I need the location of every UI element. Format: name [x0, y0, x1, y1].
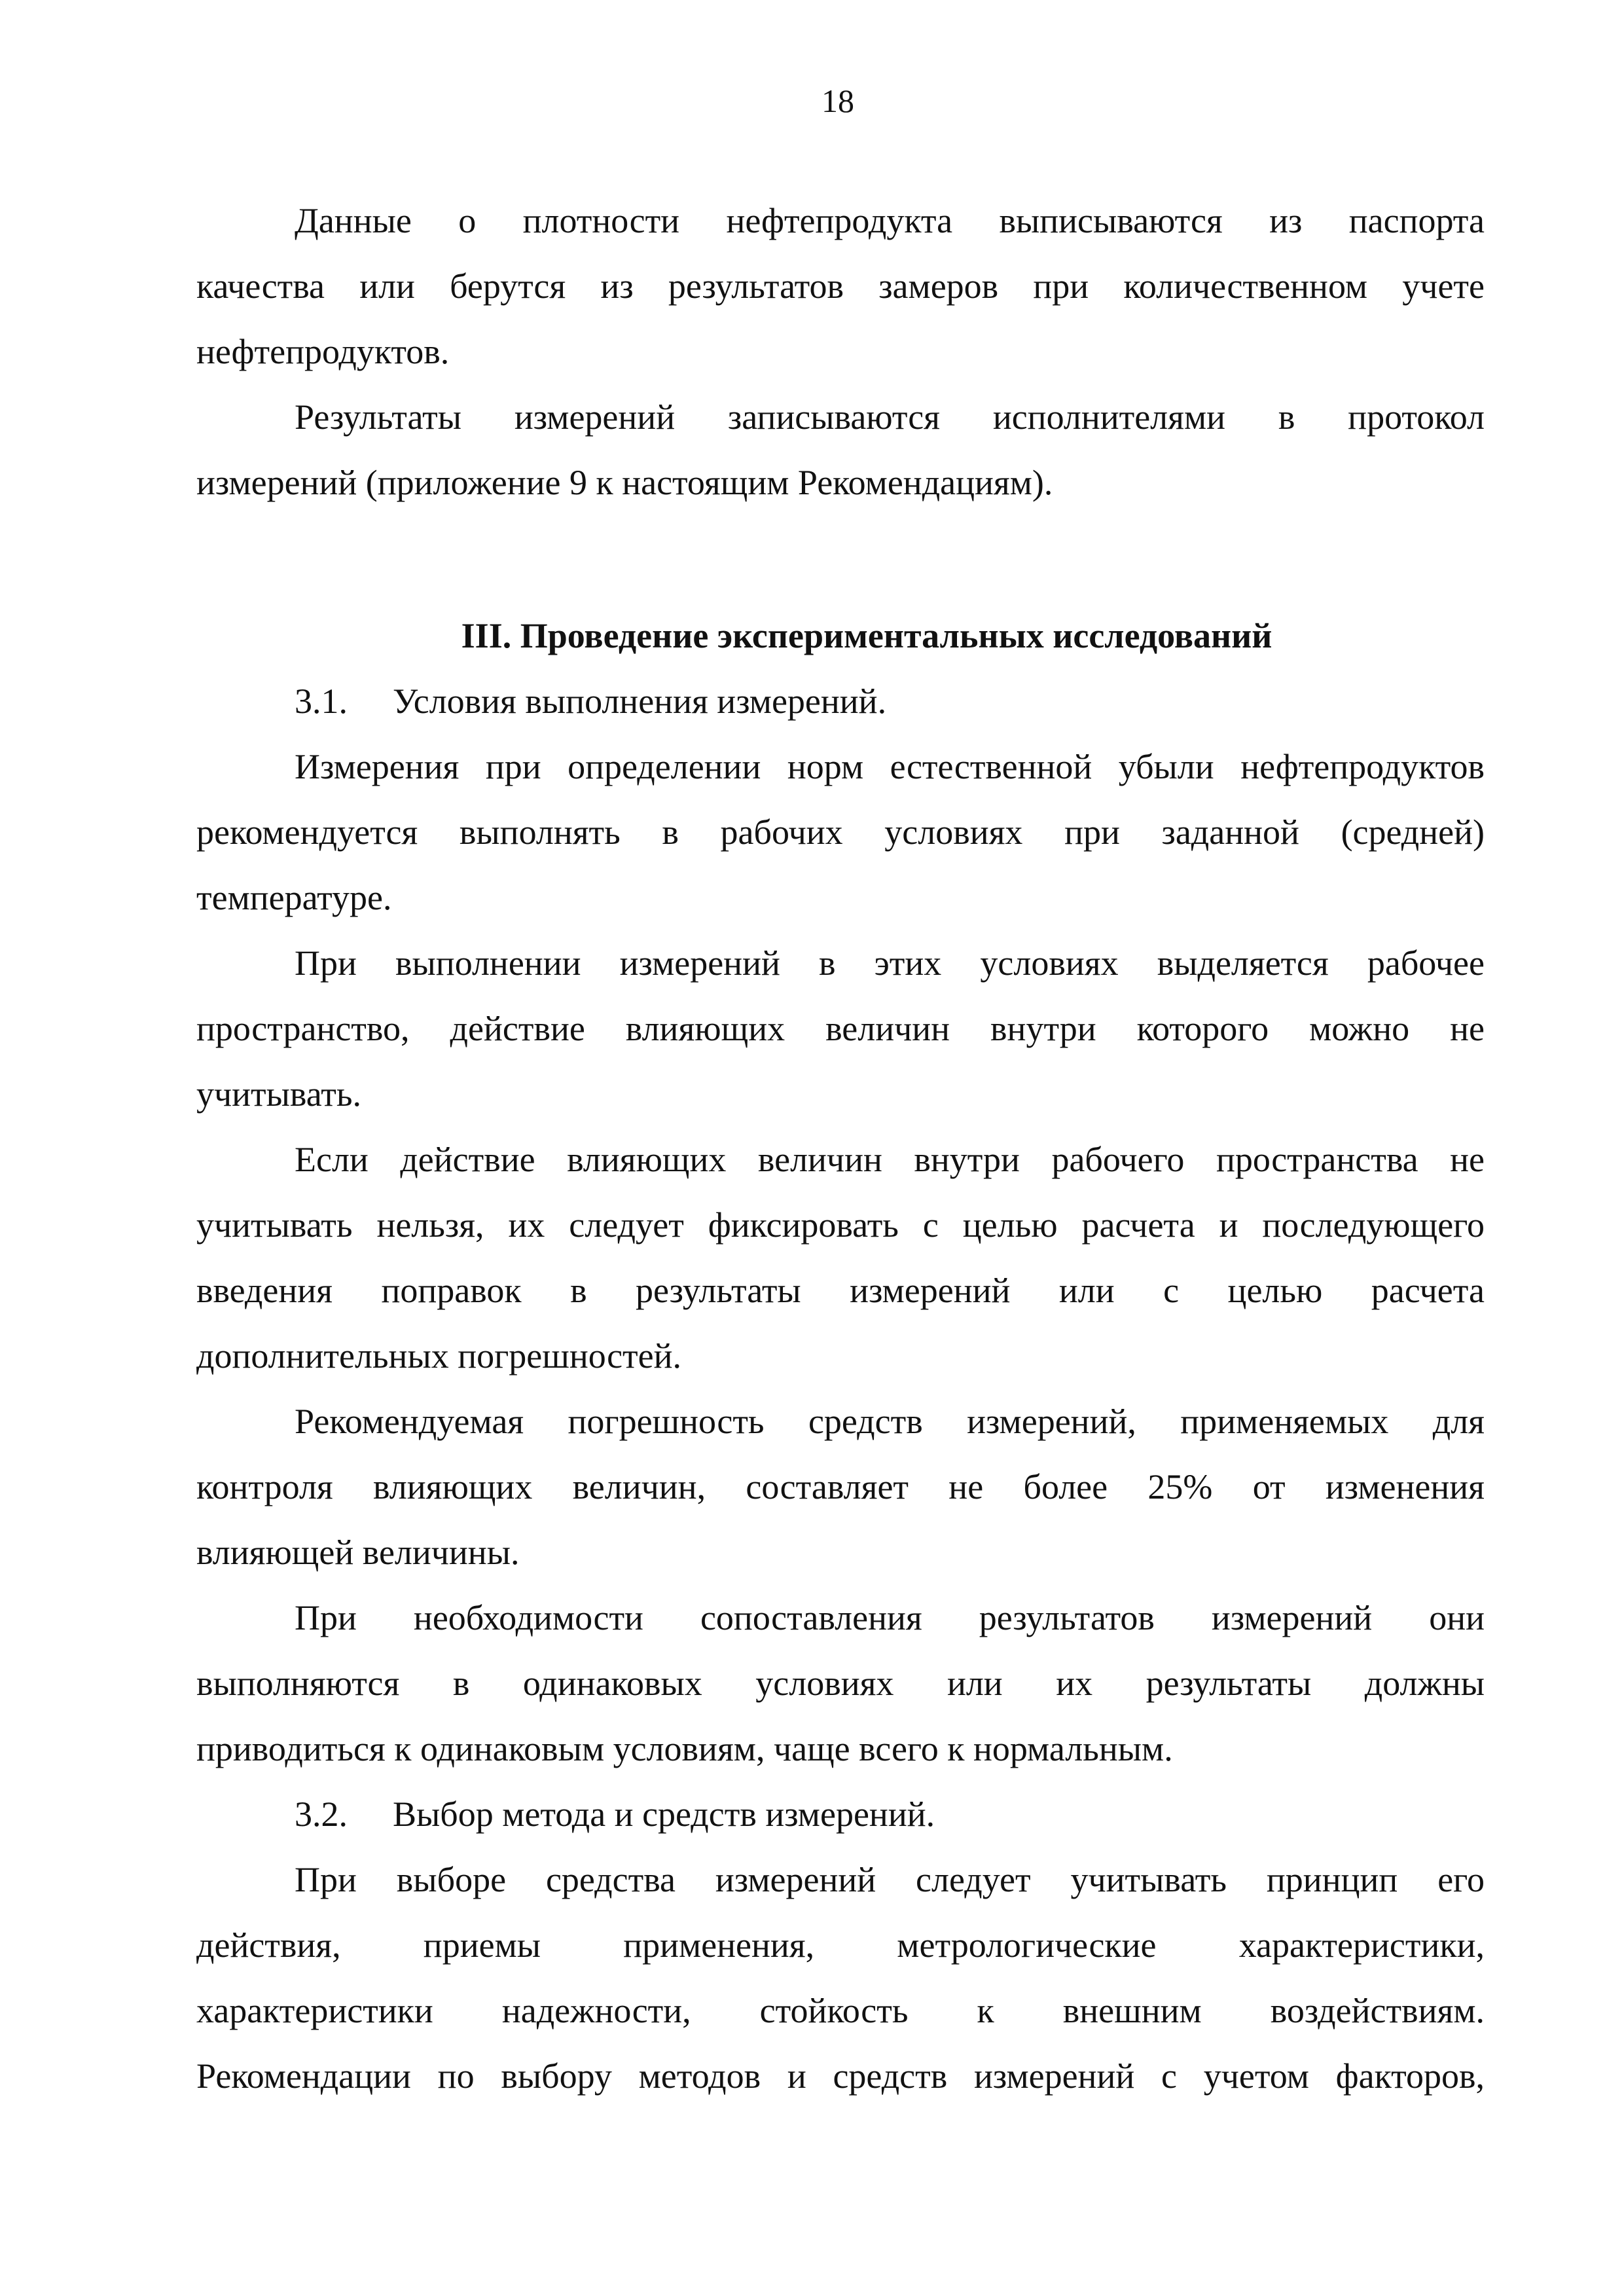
text-line: нефтепродуктов.: [196, 332, 450, 371]
text-line: Если действие влияющих величин внутри рабочего пространства не: [295, 1140, 1485, 1179]
text-line: введения поправок в результаты измерений или с целью расчета: [196, 1271, 1485, 1310]
text-line: рекомендуется выполнять в рабочих условиях при заданной (средней): [196, 812, 1485, 852]
text-line: контроля влияющих величин, составляет не более 25% от изменения: [196, 1467, 1485, 1506]
paragraph: [196, 384, 1485, 515]
subsection-number: 3.1.: [295, 682, 348, 721]
text-line: учитывать нельзя, их следует фиксировать с целью расчета и последующего: [196, 1205, 1485, 1245]
paragraph: [196, 188, 1485, 384]
text-line: качества или берутся из результатов замеров при количественном учете: [196, 266, 1485, 306]
text-line: температуре.: [196, 878, 392, 917]
text-line: приводиться к одинаковым условиям, чаще всего к нормальным.: [196, 1729, 1173, 1768]
text-line: учитывать.: [196, 1074, 362, 1114]
text-line: влияющей величины.: [196, 1533, 520, 1572]
text-line: Измерения при определении норм естественной убыли нефтепродуктов: [295, 747, 1485, 786]
page-number: 18: [821, 82, 854, 119]
text-line: выполняются в одинаковых условиях или их результаты должны: [196, 1664, 1485, 1703]
subsection-number: 3.2.: [295, 1795, 348, 1834]
text-line: дополнительных погрешностей.: [196, 1336, 681, 1376]
subsection-text: Выбор метода и средств измерений.: [393, 1795, 935, 1834]
text-line: характеристики надежности, стойкость к внешним воздействиям.: [196, 1991, 1485, 2030]
text-line: Рекомендуемая погрешность средств измерений, применяемых для: [295, 1402, 1485, 1441]
paragraph: [196, 734, 1485, 930]
text-line: При выборе средства измерений следует учитывать принцип его: [295, 1860, 1485, 1899]
text-line: измерений (приложение 9 к настоящим Рекомендациям).: [196, 463, 1053, 502]
text-line: Данные о плотности нефтепродукта выписываются из паспорта: [295, 201, 1485, 240]
text-line: Результаты измерений записываются исполнителями в протокол: [295, 397, 1485, 437]
paragraph: [196, 1127, 1485, 1389]
subsection-title: [196, 668, 1485, 734]
paragraph: [196, 1389, 1485, 1585]
paragraph: [196, 930, 1485, 1127]
section-heading: III. Проведение экспериментальных исследований: [461, 616, 1272, 655]
text-line: Рекомендации по выбору методов и средств измерений с учетом факторов,: [196, 2056, 1485, 2096]
paragraph: [196, 1585, 1485, 1781]
subsection-text: Условия выполнения измерений.: [393, 682, 887, 721]
paragraph: [196, 1847, 1485, 2109]
subsection-title: [196, 1781, 1485, 1847]
text-line: При выполнении измерений в этих условиях выделяется рабочее: [295, 943, 1485, 983]
text-line: действия, приемы применения, метрологические характеристики,: [196, 1925, 1485, 1965]
document-body: [196, 188, 1485, 2109]
text-line: пространство, действие влияющих величин внутри которого можно не: [196, 1009, 1485, 1048]
text-line: При необходимости сопоставления результатов измерений они: [295, 1598, 1485, 1637]
